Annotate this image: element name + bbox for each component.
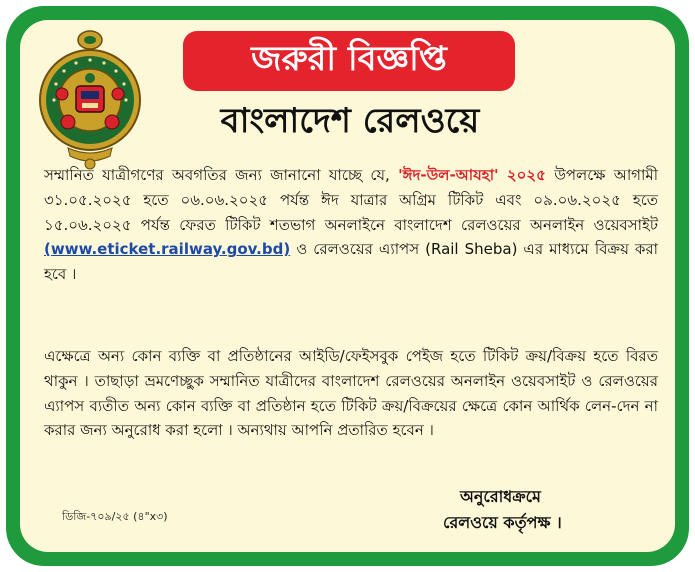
paragraph-body: উপলক্ষে আগামী ৩১.০৫.২০২৫ হতে ০৬.০৬.২০২৫ পর্যন্ত ঈদ যাত্রার অগ্রিম টিকিট এবং ০৯.০৬.২০২৫ হতে ১৫.০৬.২০২৫ পর্যন্ত ফেরত টিকিট শতভাগ অনলাইনে বাংলাদেশ রেলওয়ের অনলাইন ওয়েবসাইট [44,166,658,234]
notice-title: জরুরী বিজ্ঞপ্তি [183,31,515,91]
announcement-paragraph [44,163,658,287]
festival-name: 'ঈদ-উল-আযহা' [398,166,499,184]
paragraph-intro: সম্মানিত যাত্রীগণের অবগতির জন্য জানানো যাচ্ছে যে, [44,166,399,184]
warning-paragraph: এক্ষেত্রে অন্য কোন ব্যক্তি বা প্রতিষ্ঠানের আইডি/ফেইসবুক পেইজ হতে টিকিট ক্রয়/বিক্রয় হতে বিরত থাকুন । তাছাড়া ভ্রমণেচ্ছুক সম্মানিত যাত্রীদের বাংলাদেশ রেলওয়ের অনলাইন ওয়েবসাইট ও রেলওয়ের এ্যাপস ব্যতীত অন্য কোন ব্যক্তি বা প্রতিষ্ঠান হতে টিকিট ক্রয়/বিক্রয়ের ক্ষেত্রে কোন আর্থিক লেন-দেন না করার জন্য অনুরোধ করা হলো । অন্যথায় আপনি প্রতারিত হবেন । [44,347,658,440]
reference-number: ডিজি-৭০৯/২৫ (৪"x৩) [62,510,168,523]
organization-name: বাংলাদেশ রেলওয়ে [220,100,480,141]
festival-year: ২০২৫ [506,166,546,184]
bangladesh-railway-emblem-icon [38,24,142,172]
signature-line-authority: রেলওয়ে কর্তৃপক্ষ । [443,513,562,532]
signature-line-request: অনুরোধক্রমে [460,487,541,506]
paragraph-tail: ও রেলওয়ের এ্যাপস (Rail Sheba) এর মাধ্যমে বিক্রয় করা হবে । [44,240,658,284]
eticket-website-link[interactable]: (www.eticket.railway.gov.bd) [44,240,291,259]
